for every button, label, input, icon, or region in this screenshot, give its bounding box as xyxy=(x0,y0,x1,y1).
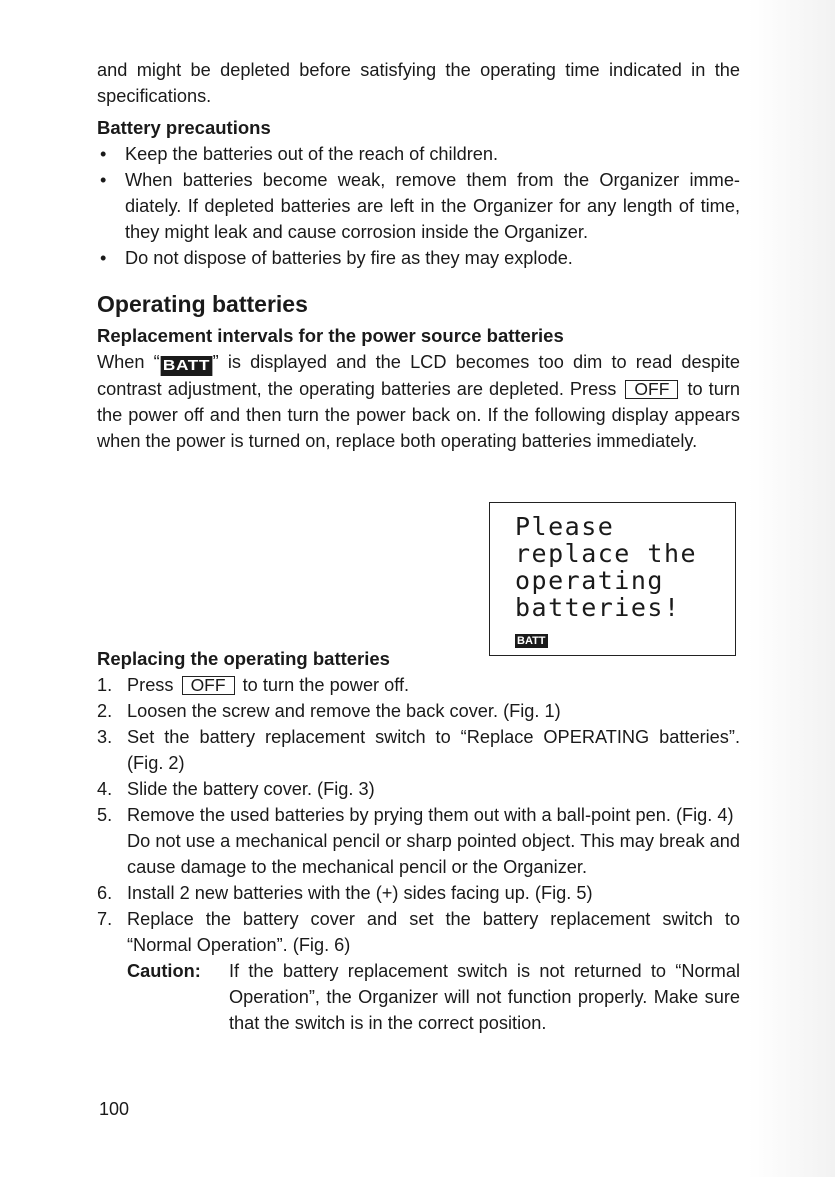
off-key: OFF xyxy=(625,380,678,399)
step-text: to turn the power off. xyxy=(242,675,410,695)
lcd-message: Please replace the operating batteries! xyxy=(515,512,698,622)
step-number: 7. xyxy=(97,909,113,929)
step-item xyxy=(97,802,740,880)
operating-batteries-heading: Operating batteries xyxy=(97,291,308,317)
batt-icon: BATT xyxy=(517,635,546,647)
battery-precautions-heading: Battery precautions xyxy=(97,117,271,138)
replacement-intervals-heading: Replacement intervals for the power source batteries xyxy=(97,325,564,346)
intro-paragraph: and might be depleted before satisfying the operating time indicated in the specifications. xyxy=(97,60,740,106)
list-item: • Keep the batteries out of the reach of children. xyxy=(97,141,740,167)
replacement-steps xyxy=(97,672,740,1036)
step-note: Do not use a mechanical pencil or sharp pointed object. This may break and cause damage to the mechanical pencil or the Organizer. xyxy=(127,831,740,877)
step-item xyxy=(97,672,740,698)
step-number: 1. xyxy=(97,675,113,695)
step-text: Press xyxy=(127,675,174,695)
step-item xyxy=(97,880,740,906)
text-segment: ” is displayed and the LCD becomes too dim to read despite contrast adjustment, the operating batteries are depleted. Press xyxy=(97,352,740,399)
text-segment: When “ xyxy=(97,352,160,372)
list-item: • Do not dispose of batteries by fire as they may explode. xyxy=(97,245,740,271)
step-text: Set the battery replacement switch to “Replace OPERATING batteries”. (Fig. 2) xyxy=(127,727,740,773)
step-item xyxy=(97,698,740,724)
step-text: Slide the battery cover. (Fig. 3) xyxy=(127,779,375,799)
step-text: Loosen the screw and remove the back cover. (Fig. 1) xyxy=(127,701,561,721)
list-item: • When batteries become weak, remove them from the Organizer imme-diately. If depleted batteries are left in the Organizer for any length of time, they might leak and cause corrosion inside the Organizer. xyxy=(97,167,740,245)
step-number: 4. xyxy=(97,779,113,799)
step-text: Remove the used batteries by prying them out with a ball-point pen. (Fig. 4) xyxy=(127,805,734,825)
caution-label: Caution: xyxy=(127,961,201,981)
caution-note xyxy=(127,958,740,1036)
step-item xyxy=(97,776,740,802)
page-edge-shadow xyxy=(748,0,835,1177)
replacing-heading: Replacing the operating batteries xyxy=(97,648,390,669)
step-text: Install 2 new batteries with the (+) sides facing up. (Fig. 5) xyxy=(127,883,593,903)
batt-icon: BATT xyxy=(160,356,212,376)
page-number: 100 xyxy=(99,1099,130,1119)
step-number: 2. xyxy=(97,701,113,721)
step-number: 6. xyxy=(97,883,113,903)
caution-text: If the battery replacement switch is not returned to “Normal Operation”, the Organizer will not function properly. Make sure that the switch is in the correct position. xyxy=(229,961,740,1033)
step-number: 3. xyxy=(97,727,113,747)
replacement-intervals-paragraph xyxy=(97,349,740,454)
step-item xyxy=(97,906,740,1036)
step-text: Replace the battery cover and set the battery replacement switch to “Normal Operation”. (Fig. 6) xyxy=(127,909,740,955)
precautions-list xyxy=(97,141,740,271)
lcd-display-illustration xyxy=(489,502,736,656)
step-number: 5. xyxy=(97,805,113,825)
off-key: OFF xyxy=(182,676,235,695)
text-segment: to turn the power off and then turn the power back on. If the following display appears when the power is turned on, replace both operating batteries immediately. xyxy=(97,379,740,451)
step-item xyxy=(97,724,740,776)
